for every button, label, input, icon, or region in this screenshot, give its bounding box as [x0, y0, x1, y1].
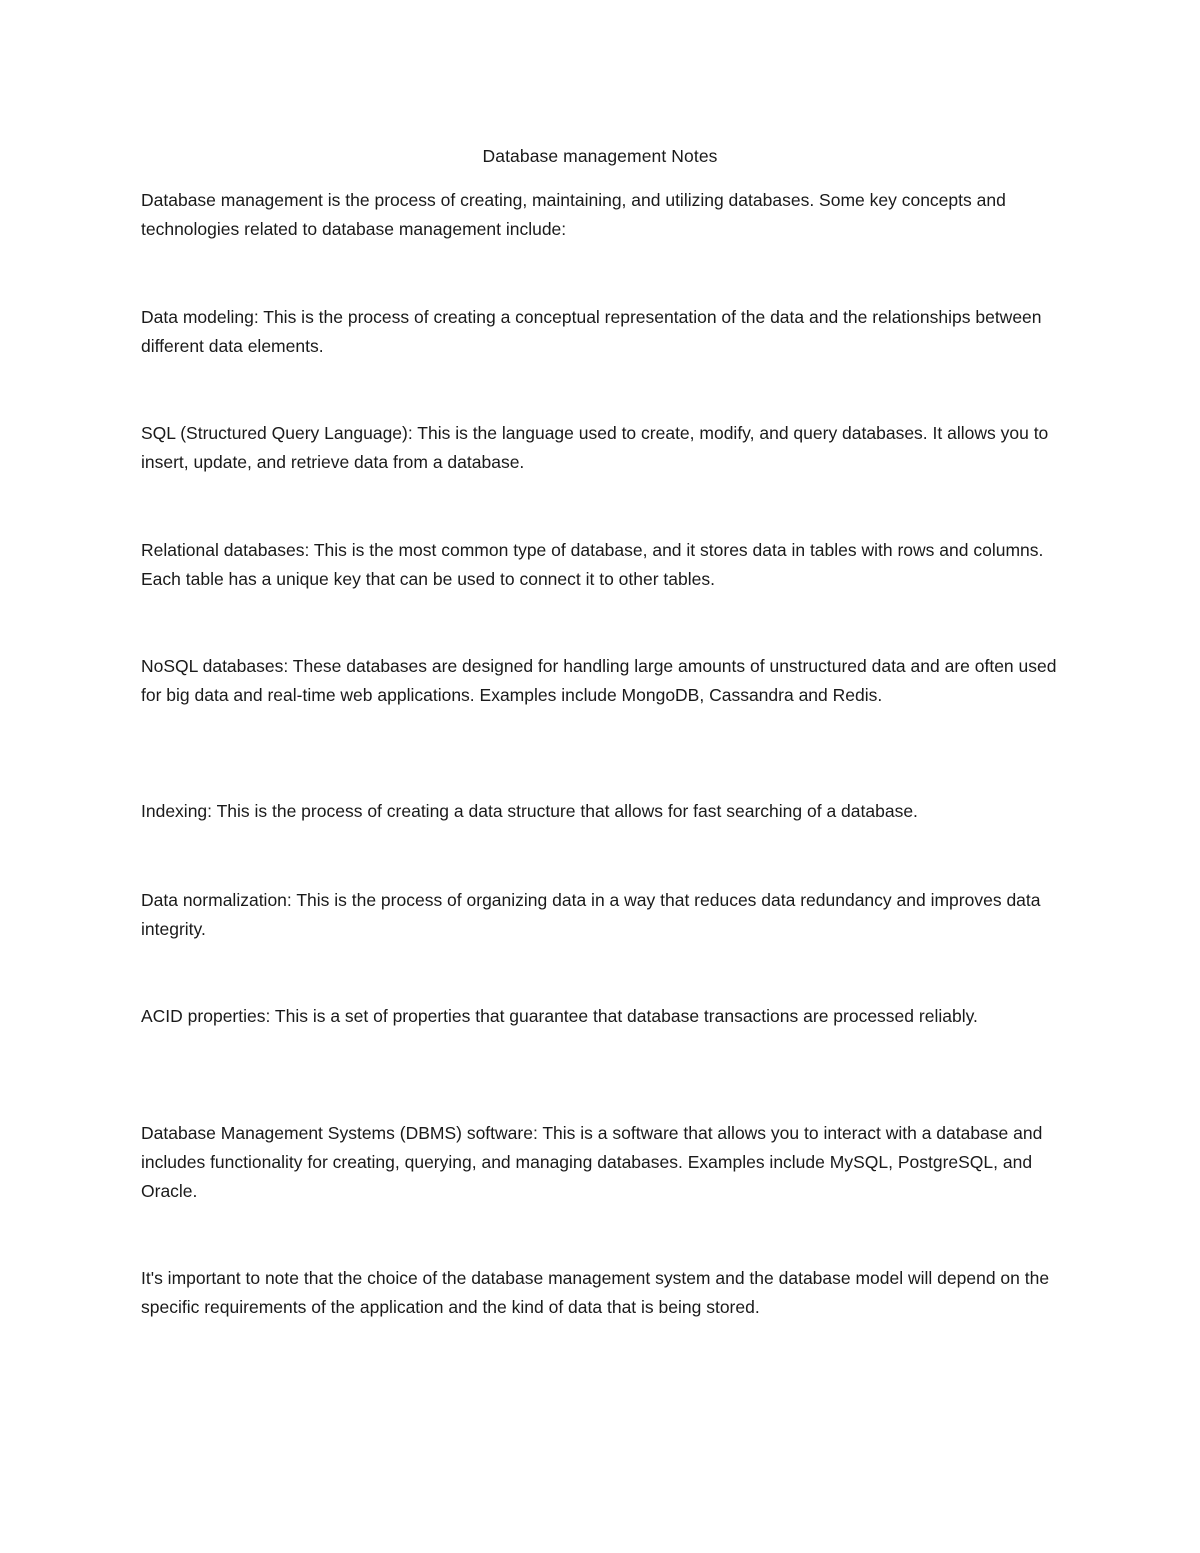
paragraph-data-normalization: Data normalization: This is the process of organizing data in a way that reduces data redundancy and improves data integrity.: [141, 890, 1041, 939]
paragraph-intro: Database management is the process of creating, maintaining, and utilizing databases. Some key concepts and technologies related to database management include:: [141, 190, 1006, 239]
paragraph-nosql-databases: NoSQL databases: These databases are designed for handling large amounts of unstructured data and are often used for big data and real-time web applications. Examples include MongoDB, Cassandra and Redis.: [141, 656, 1057, 705]
paragraph-acid-properties: ACID properties: This is a set of properties that guarantee that database transactions are processed reliably.: [141, 1006, 978, 1026]
paragraph-data-modeling: Data modeling: This is the process of creating a conceptual representation of the data and the relationships between different data elements.: [141, 307, 1042, 356]
paragraph-conclusion: It's important to note that the choice of the database management system and the database model will depend on the specific requirements of the application and the kind of data that is being stored.: [141, 1268, 1050, 1317]
paragraph-dbms-software: Database Management Systems (DBMS) software: This is a software that allows you to interact with a database and includes functionality for creating, querying, and managing databases. Examples include MySQL, PostgreSQL, and Oracle.: [141, 1123, 1043, 1201]
paragraph-indexing: Indexing: This is the process of creating a data structure that allows for fast searching of a database.: [141, 801, 918, 821]
document-title: Database management Notes: [482, 146, 718, 166]
paragraph-relational-databases: Relational databases: This is the most common type of database, and it stores data in tables with rows and columns. Each table has a unique key that can be used to connect it to other tables.: [141, 540, 1044, 589]
paragraph-sql: SQL (Structured Query Language): This is the language used to create, modify, and query databases. It allows you to insert, update, and retrieve data from a database.: [141, 423, 1049, 472]
